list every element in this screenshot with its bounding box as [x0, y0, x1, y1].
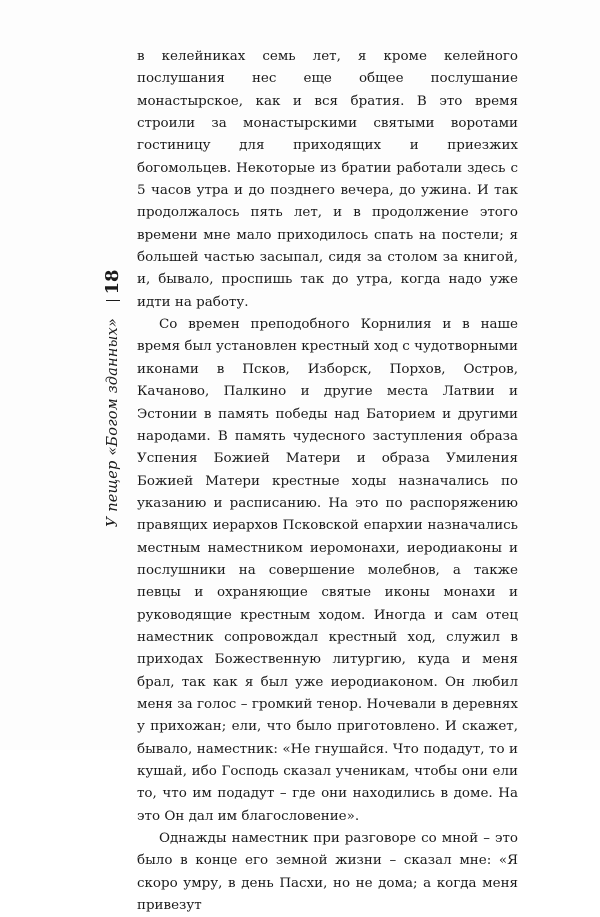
page-number: 18: [102, 269, 123, 295]
header-rule: [106, 300, 120, 301]
page-margin-header: [98, 270, 128, 680]
paragraph: Однажды наместник при разговоре со мной – это было в конце его земной жизни – сказал мне: «Я скоро умру, в день Пасхи, но не дома; а когда меня привезут: [137, 831, 518, 914]
paragraph: Со времен преподобного Корнилия и в наше время был установлен крестный ход с чудотворными иконами в Псков, Изборск, Порхов, Остров, Качаново, Палкино и другие места Латвии и Эстонии в память победы над Баторием и другими народами. В память чудесного заступления образа Успения Божией Матери и образа Умиления Божией Матери крестные ходы назначались по указанию и расписанию. На это по распоряжению правящих иерархов Псковской епархии назначались местным наместником иеромонахи, иеродиаконы и послушники на совершение молебнов, а также певцы и охраняющие святые иконы монахи и руководящие крестным ходом. Иногда и сам отец наместник сопровождал крестный ход, служил в приходах Божественную литургию, куда и меня брал, так как я был уже иеродиаконом. Он любил меня за голос – громкий тенор. Ночевали в деревнях у прихожан; ели, что было приготовлено. И скажет, бывало, наместник: «Не гнушайся. Что подадут, то и кушай, ибо Господь сказал ученикам, чтобы они ели то, что им подадут – где они находились в доме. На это Он дал им благословение».: [137, 317, 518, 824]
running-title: У пещер «Богом зданных»: [105, 318, 121, 528]
body-text: [137, 46, 518, 917]
paragraph: в келейниках семь лет, я кроме келейного послушания нес еще общее послушание монастырское, как и вся братия. В это время строили за монастырскими святыми воротами гостиницу для приходящих и приезжих богомольцев. Некоторые из братии работали здесь с 5 часов утра и до позднего вечера, до ужина. И так продолжалось пять лет, и в продолжение этого времени мне мало приходилось спать на постели; я большей частью засыпал, сидя за столом за книгой, и, бывало, проспишь так до утра, когда надо уже идти на работу.: [137, 49, 518, 310]
